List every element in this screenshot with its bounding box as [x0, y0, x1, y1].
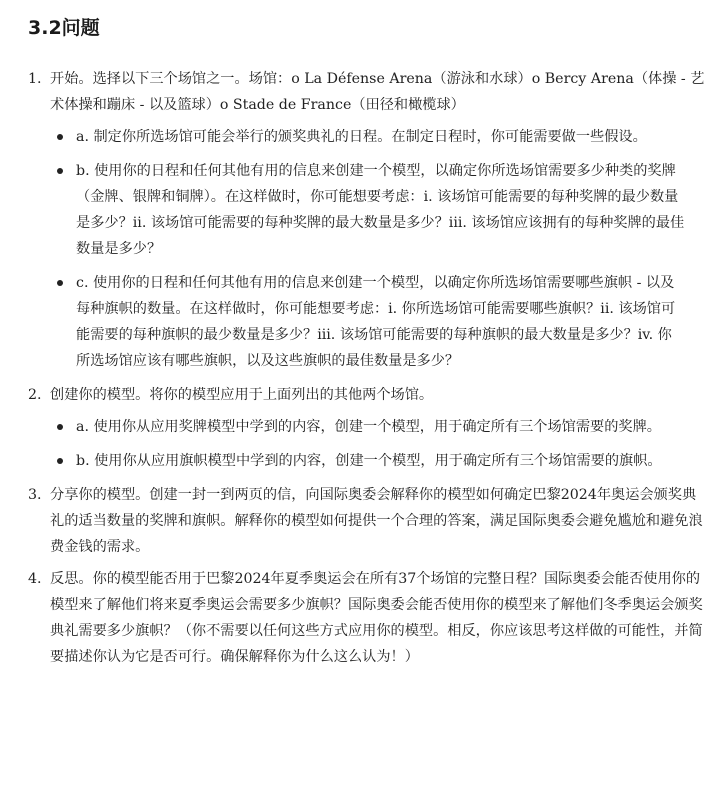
sub-question-item: [76, 448, 707, 474]
bullet-icon: [57, 424, 63, 430]
question-list: [28, 66, 707, 670]
bullet-icon: [57, 280, 63, 286]
question-item-3: [28, 482, 707, 560]
sub-question-item: [76, 158, 707, 262]
sub-question-text: c. 使用你的日程和任何其他有用的信息来创建一个模型，以确定你所选场馆需要哪些旗帜 - 以及每种旗帜的数量。在这样做时，你可能想要考虑：i. 你所选场馆可能需要哪些旗帜？ii. 该场馆可能需要的每种旗帜的最少数量是多少？iii. 该场馆可能需要的每种旗帜的最大数量是多少？iv. 你所选场馆应该有哪些旗帜，以及这些旗帜的最佳数量是多少？: [76, 275, 676, 369]
question-text: 分享你的模型。创建一封一到两页的信，向国际奥委会解释你的模型如何确定巴黎2024年奥运会颁奖典礼的适当数量的奖牌和旗帜。解释你的模型如何提供一个合理的答案，满足国际奥委会避免尴尬和避免浪费金钱的需求。: [50, 487, 703, 555]
sub-question-item: [76, 270, 707, 374]
question-text: 开始。选择以下三个场馆之一。场馆：o La Défense Arena（游泳和水球）o Bercy Arena（体操 - 艺术体操和蹦床 - 以及篮球）o Stade de France（田径和橄榄球）: [50, 71, 705, 113]
bullet-icon: [57, 168, 63, 174]
question-number: 1.: [28, 71, 42, 87]
sub-question-text: b. 使用你的日程和任何其他有用的信息来创建一个模型，以确定你所选场馆需要多少种类的奖牌（金牌、银牌和铜牌）。在这样做时，你可能想要考虑：i. 该场馆可能需要的每种奖牌的最少数量是多少？ii. 该场馆可能需要的每种奖牌的最大数量是多少？iii. 该场馆应该拥有的每种奖牌的最佳数量是多少？: [76, 163, 685, 257]
question-text: 创建你的模型。将你的模型应用于上面列出的其他两个场馆。: [50, 387, 434, 403]
sub-question-list: [50, 124, 707, 374]
question-number: 4.: [28, 571, 42, 587]
sub-question-text: b. 使用你从应用旗帜模型中学到的内容，创建一个模型，用于确定所有三个场馆需要的旗帜。: [76, 453, 662, 469]
question-item-1: [28, 66, 707, 374]
sub-question-list: [50, 414, 707, 474]
question-number: 2.: [28, 387, 42, 403]
question-number: 3.: [28, 487, 42, 503]
sub-question-item: [76, 414, 707, 440]
question-item-2: [28, 382, 707, 474]
sub-question-item: [76, 124, 707, 150]
sub-question-text: a. 制定你所选场馆可能会举行的颁奖典礼的日程。在制定日程时，你可能需要做一些假设。: [76, 129, 647, 145]
bullet-icon: [57, 458, 63, 464]
section-heading: 3.2问题: [28, 17, 100, 39]
bullet-icon: [57, 134, 63, 140]
sub-question-text: a. 使用你从应用奖牌模型中学到的内容，创建一个模型，用于确定所有三个场馆需要的奖牌。: [76, 419, 661, 435]
question-item-4: [28, 566, 707, 670]
question-text: 反思。你的模型能否用于巴黎2024年夏季奥运会在所有37个场馆的完整日程？国际奥委会能否使用你的模型来了解他们将来夏季奥运会需要多少旗帜？国际奥委会能否使用你的模型来了解他们冬季奥运会颁奖典礼需要多少旗帜？（你不需要以任何这些方式应用你的模型。相反，你应该思考这样做的可能性，并简要描述你认为它是否可行。确保解释你为什么这么认为！）: [50, 571, 703, 665]
